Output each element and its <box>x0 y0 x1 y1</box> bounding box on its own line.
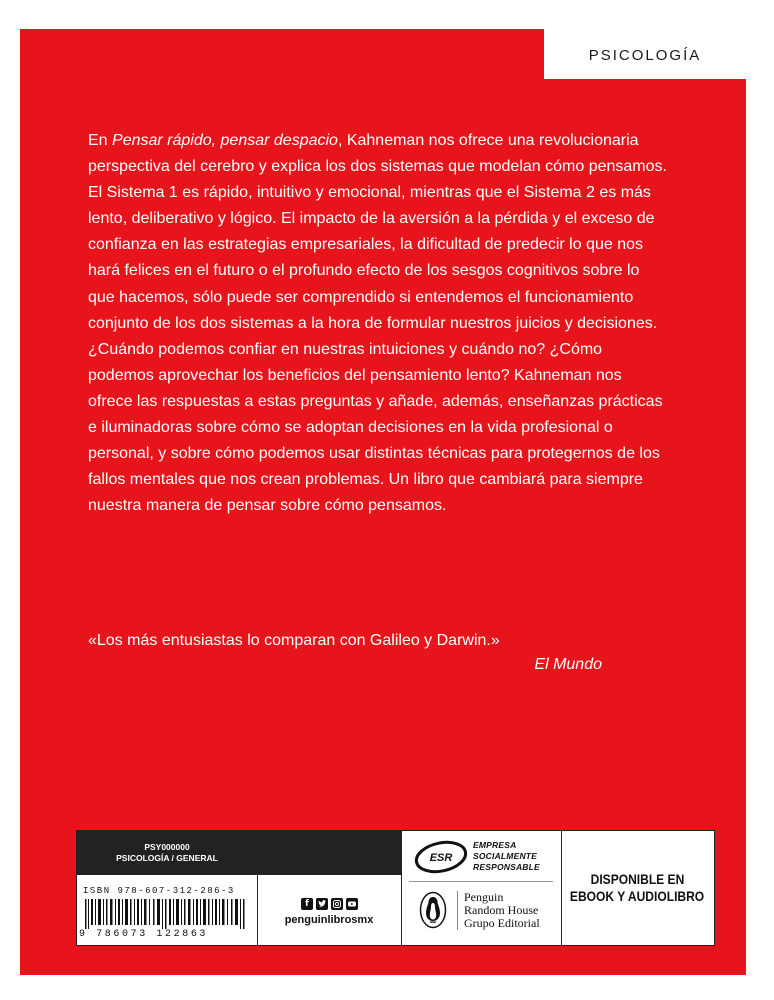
instagram-icon <box>331 898 343 910</box>
penguin-icon <box>419 891 447 929</box>
category-code: PSY000000 <box>144 842 190 852</box>
youtube-icon <box>346 898 358 910</box>
esr-initials: ESR <box>429 852 453 864</box>
blurb-paragraph <box>88 128 668 519</box>
blurb-lead: En <box>88 132 113 149</box>
publisher-line: Grupo Editorial <box>464 916 540 930</box>
twitter-icon <box>316 898 328 910</box>
review-quote: «Los más entusiastas lo comparan con Galileo y Darwin.» <box>88 632 500 649</box>
social-cell-header <box>257 831 401 875</box>
esr-text <box>473 840 540 873</box>
publisher-line: Random House <box>464 903 539 917</box>
esr-line: SOCIALMENTE <box>473 851 538 861</box>
barcode <box>83 899 251 929</box>
social-handle: penguinlibrosmx <box>284 914 374 926</box>
back-cover <box>20 29 746 975</box>
category-label: PSICOLOGÍA <box>588 46 702 64</box>
category-box <box>77 831 257 875</box>
social-cell <box>257 831 402 945</box>
isbn-text: ISBN 978-607-312-286-3 <box>83 886 235 896</box>
isbn-cell <box>77 831 258 945</box>
book-title: Pensar rápido, pensar despacio <box>112 132 338 149</box>
social-icons <box>301 898 358 910</box>
facebook-icon: f <box>301 898 313 910</box>
blurb-body: , Kahneman nos ofrece una revolucionaria perspectiva del cerebro y explica los dos sistemas que modelan cómo pensamos. El Sistema 1 es rápido, intuitivo y emocional, mientras que el Sistema 2 es más lento, deliberativo y lógico. El impacto de la aversión a la pérdida y el exceso de confianza en las estrategias empresariales, la dificultad de predecir lo que nos hará felices en el futuro o el profundo efecto de los sesgos cognitivos sobre lo que hacemos, sólo puede ser comprendido si entendemos el funcionamiento conjunto de los dos sistemas a la hora de formular nuestros juicios y decisiones. ¿Cuándo podemos confiar en nuestras intuiciones y cuándo no? ¿Cómo podemos aprovechar los beneficios del pensamiento lento? Kahneman nos ofrece las respuestas a estas preguntas y añade, además, enseñanzas prácticas e iluminadoras sobre cómo se adoptan decisiones en la vida profesional o personal, y sobre cómo podemos usar distintas técnicas para protegernos de los fallos mentales que nos crean problemas. Un libro que cambiará para siempre nuestra manera de pensar sobre cómo pensamos. <box>88 132 667 515</box>
blurb <box>88 128 668 519</box>
publisher-cell <box>401 831 562 945</box>
availability-cell <box>561 831 714 945</box>
quote-source: El Mundo <box>534 656 602 673</box>
info-bar <box>76 830 715 946</box>
esr-logo <box>413 839 469 875</box>
esr-line: RESPONSABLE <box>473 862 540 872</box>
availability-line: EBOOK Y AUDIOLIBRO <box>570 888 705 904</box>
category-tab <box>544 29 746 79</box>
esr-line: EMPRESA <box>473 840 517 850</box>
availability-line: DISPONIBLE EN <box>590 871 685 887</box>
category-line: PSICOLOGÍA / GENERAL <box>116 853 218 863</box>
publisher-name <box>457 891 540 930</box>
publisher-line: Penguin <box>464 890 504 904</box>
divider <box>409 881 553 882</box>
barcode-digits: 9 786073 122863 <box>79 929 209 940</box>
